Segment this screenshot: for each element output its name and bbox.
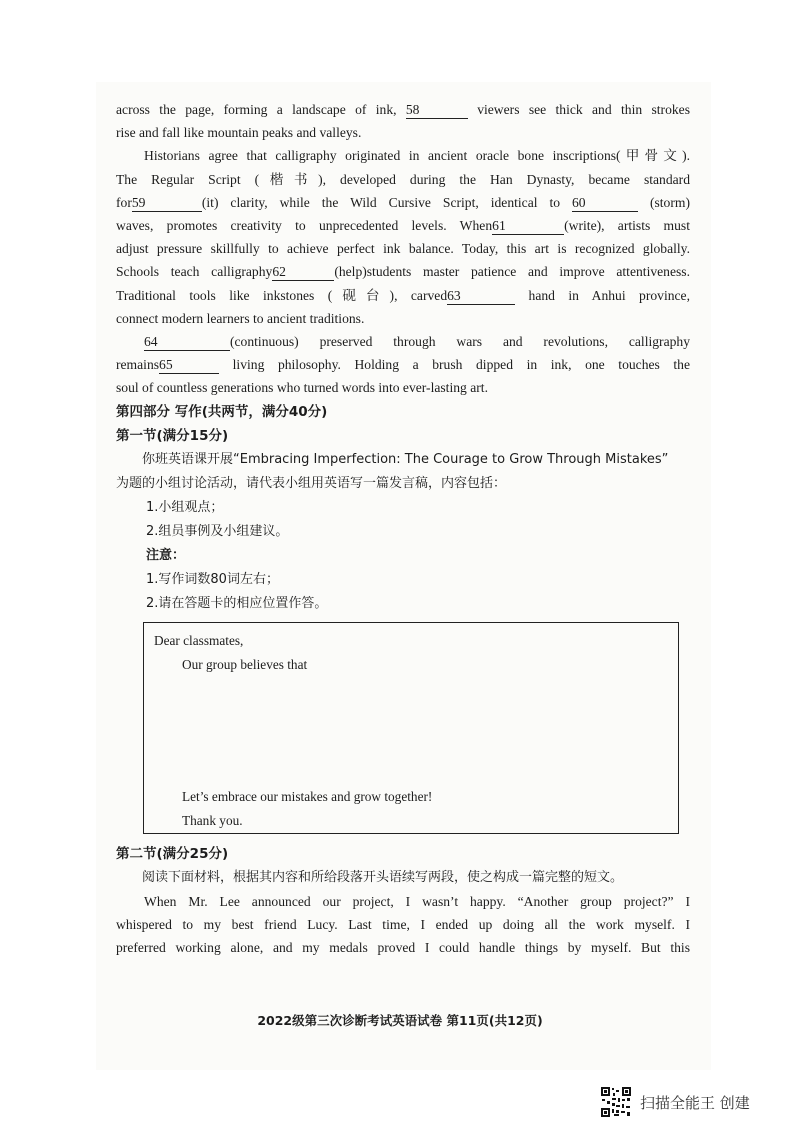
passage-line: across the page, forming a landscape of ink, 58 viewers see thick and thin strokes bbox=[116, 102, 690, 117]
passage-line: Schools teach calligraphy62 (help)students master patience and improve attentiveness. bbox=[116, 264, 690, 280]
essay-closing: Let’s embrace our mistakes and grow together! bbox=[182, 788, 433, 804]
task-text: 为题的小组讨论活动，请代表小组用英语写一篇发言稿，内容包括： bbox=[116, 475, 507, 491]
blank-58: 58 bbox=[406, 102, 468, 119]
passage-line: 64 (continuous) preserved through wars and revolutions, calligraphy bbox=[144, 334, 690, 350]
passage-line: waves, promotes creativity to unprecedented levels. When61 (write), artists must bbox=[116, 218, 690, 234]
blank-61: 61 bbox=[492, 218, 564, 235]
task-item: 1.小组观点； bbox=[146, 499, 224, 515]
section2-title: 第二节(满分25分) bbox=[116, 845, 229, 862]
passage-line: Traditional tools like inkstones (砚台), carved63 hand in Anhui province, bbox=[116, 287, 690, 303]
scanner-watermark bbox=[600, 1085, 750, 1119]
passage-line: remains65 living philosophy. Holding a brush dipped in ink, one touches the bbox=[116, 357, 690, 373]
story-line: preferred working alone, and my medals proved I could handle things by myself. But this bbox=[116, 940, 690, 956]
story-line: When Mr. Lee announced our project, I wasn’t happy. “Another group project?” I bbox=[144, 893, 690, 909]
note-item: 1.写作词数80词左右； bbox=[146, 571, 279, 587]
blank-62: 62 bbox=[272, 264, 334, 281]
passage-line: rise and fall like mountain peaks and valleys. bbox=[116, 125, 362, 141]
task-item: 2.组员事例及小组建议。 bbox=[146, 523, 289, 539]
note-item: 2.请在答题卡的相应位置作答。 bbox=[146, 595, 328, 611]
story-line: whispered to my best friend Lucy. Last time, I ended up doing all the work myself. I bbox=[116, 916, 690, 932]
part-title: 第四部分 写作(共两节，满分40分) bbox=[116, 403, 328, 420]
passage-line: for59 (it) clarity, while the Wild Cursive Script, identical to 60 (storm) bbox=[116, 194, 690, 210]
passage-line: adjust pressure skillfully to achieve perfect ink balance. Today, this art is recognized globally. bbox=[116, 241, 690, 257]
essay-answer-box bbox=[143, 622, 679, 834]
blank-59: 59 bbox=[132, 195, 202, 212]
page-content bbox=[116, 98, 690, 959]
page-footer: 2022级第三次诊断考试英语试卷 第11页(共12页) bbox=[257, 1013, 543, 1028]
blank-60: 60 bbox=[572, 195, 638, 212]
task-text: 你班英语课开展“Embracing Imperfection: The Courage to Grow Through Mistakes” bbox=[142, 451, 669, 467]
passage-line: soul of countless generations who turned words into ever-lasting art. bbox=[116, 380, 488, 396]
essay-opening: Our group believes that bbox=[182, 656, 308, 672]
task-text: 阅读下面材料，根据其内容和所给段落开头语续写两段，使之构成一篇完整的短文。 bbox=[142, 869, 624, 885]
essay-salutation: Dear classmates, bbox=[154, 632, 244, 648]
qr-code-icon bbox=[600, 1086, 632, 1118]
blank-63: 63 bbox=[447, 288, 515, 305]
note-label: 注意： bbox=[146, 547, 186, 563]
blank-65: 65 bbox=[159, 357, 219, 374]
blank-64: 64 bbox=[144, 334, 230, 351]
essay-thanks: Thank you. bbox=[182, 812, 243, 828]
section1-title: 第一节(满分15分) bbox=[116, 427, 229, 444]
passage-line: Historians agree that calligraphy originated in ancient oracle bone inscriptions(甲骨文). bbox=[144, 148, 690, 164]
watermark-text: 扫描全能王 创建 bbox=[640, 1093, 750, 1112]
passage-line: The Regular Script (楷书), developed during the Han Dynasty, became standard bbox=[116, 171, 690, 187]
passage-line: connect modern learners to ancient traditions. bbox=[116, 310, 365, 326]
